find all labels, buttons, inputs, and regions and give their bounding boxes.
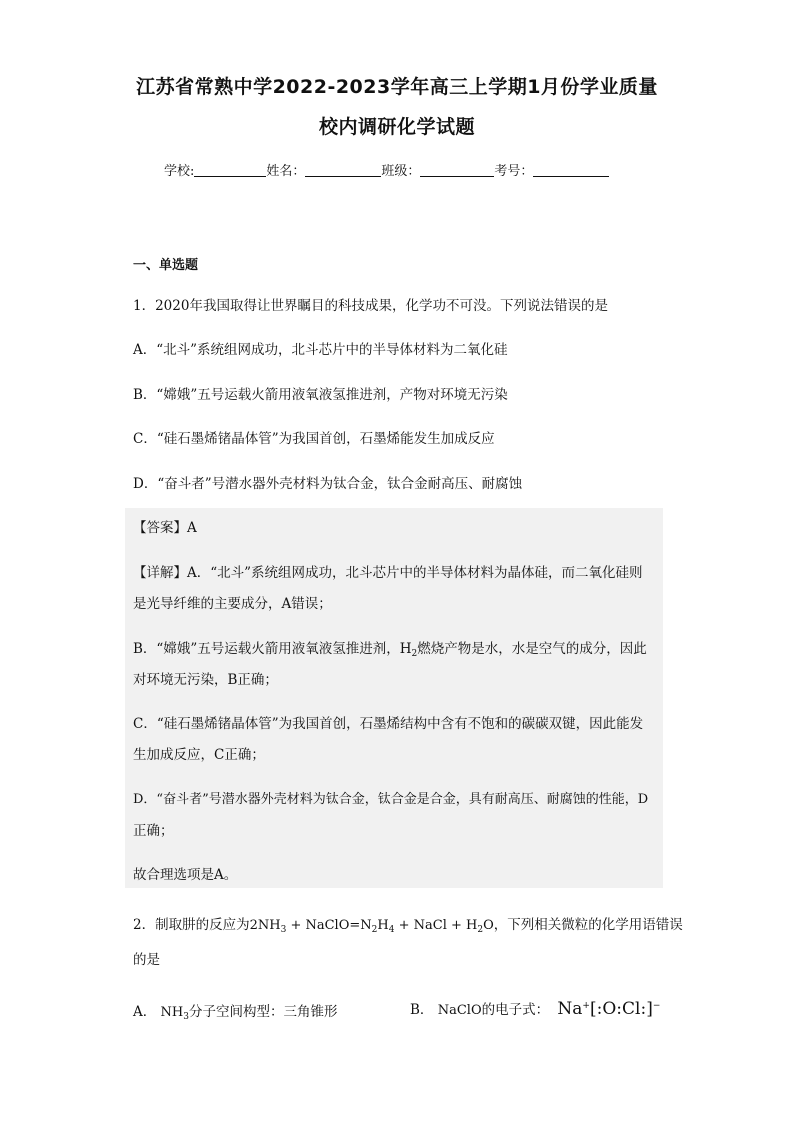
electron-formula: Na+[:O:Cl:]− [557, 999, 661, 1019]
q1-detail-c2: 生加成反应，C正确； [133, 747, 265, 763]
q1-stem: 1．2020年我国取得让世界瞩目的科技成果，化学功不可没。下列说法错误的是 [133, 298, 608, 314]
q1-detail-c1: C．“硅石墨烯锗晶体管”为我国首创，石墨烯结构中含有不饱和的碳碳双键，因此能发 [133, 716, 644, 732]
reaction-equation: $2NH_3$ + $NaClO=N_2H_4$ + NaCl + $H_2O$ [249, 918, 494, 935]
q1-answer: 【答案】A [133, 520, 197, 536]
name-label: 姓名： [266, 164, 306, 179]
section-title: 一、单选题 [133, 258, 199, 273]
q1-option-d: D．“奋斗者”号潜水器外壳材料为钛合金，钛合金耐高压、耐腐蚀 [133, 476, 523, 492]
exam-title-line2: 校内调研化学试题 [318, 116, 475, 138]
school-blank[interactable] [194, 163, 266, 177]
q1-option-a: A．“北斗”系统组网成功，北斗芯片中的半导体材料为二氧化硅 [133, 342, 508, 358]
exam-title-line1: 江苏省常熟中学2022-2023学年高三上学期1月份学业质量 [136, 76, 658, 98]
q1-detail-d2: 正确； [133, 823, 174, 839]
q1-option-c: C．“硅石墨烯锗晶体管”为我国首创，石墨烯能发生加成反应 [133, 431, 495, 447]
q1-detail-a1: 【详解】A．“北斗”系统组网成功，北斗芯片中的半导体材料为晶体硅，而二氧化硅则 [133, 565, 643, 581]
q2-stem-line2: 的是 [133, 952, 160, 968]
q1-option-b: B．“嫦娥”五号运载火箭用液氧液氢推进剂，产物对环境无污染 [133, 387, 508, 403]
q1-detail-b1: B．“嫦娥”五号运载火箭用液氧液氢推进剂，$H_2$燃烧产物是水，水是空气的成分，因此 [133, 641, 647, 659]
q1-detail-b2: 对环境无污染，B正确； [133, 672, 278, 688]
class-blank[interactable] [420, 163, 494, 177]
school-label: 学校: [164, 164, 195, 179]
name-blank[interactable] [305, 163, 381, 177]
q2-option-a: A． $NH_3$分子空间构型：三角锥形 [133, 1004, 338, 1022]
id-label: 考号： [494, 164, 534, 179]
q2-option-b: B． NaClO的电子式： Na+[:O:Cl:]− [410, 999, 661, 1019]
q1-detail-d1: D．“奋斗者”号潜水器外壳材料为钛合金，钛合金是合金，具有耐高压、耐腐蚀的性能，D [133, 792, 649, 807]
q1-detail-a2: 是光导纤维的主要成分，A错误； [133, 596, 332, 612]
class-label: 班级： [381, 164, 421, 179]
student-info-row [164, 160, 609, 179]
id-blank[interactable] [533, 163, 609, 177]
q2-stem: 2．制取肼的反应为$2NH_3$ + $NaClO=N_2H_4$ + NaCl + $H_2O$，下列相关微粒的化学用语错误 [133, 917, 683, 935]
q1-conclusion: 故合理选项是A。 [133, 867, 238, 883]
